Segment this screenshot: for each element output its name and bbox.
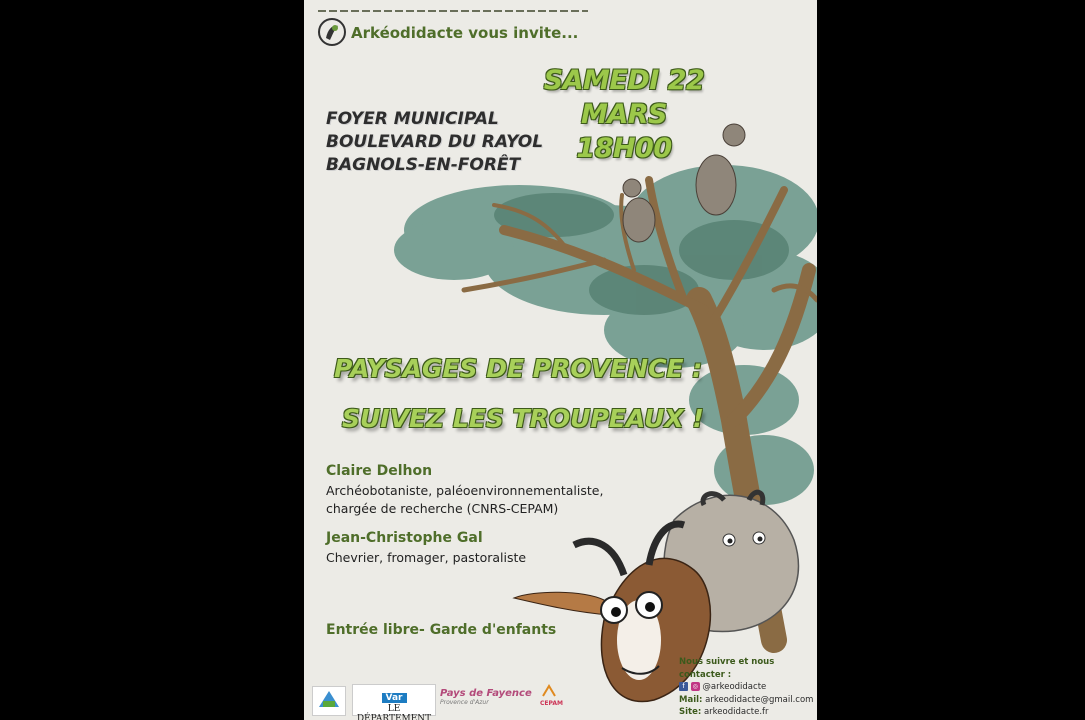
cepam-logo <box>540 684 563 716</box>
contact-heading: Nous suivre et nous contacter : <box>679 657 775 680</box>
invite-heading: Arkéodidacte vous invite... <box>351 24 579 42</box>
header-divider <box>318 10 588 12</box>
speaker-role-line: Archéobotaniste, paléoenvironnementaliste, <box>326 483 604 498</box>
pays-de-fayence-logo <box>440 688 532 706</box>
venue-address <box>326 108 543 177</box>
speaker-role-line: Chevrier, fromager, pastoraliste <box>326 550 527 565</box>
speaker-role-line: chargée de recherche (CNRS-CEPAM) <box>326 501 559 516</box>
venue-line: FOYER MUNICIPAL <box>326 109 499 129</box>
speaker-role <box>326 549 526 567</box>
instagram-icon[interactable]: ◎ <box>692 683 698 690</box>
var-label: Var <box>382 693 407 703</box>
poster <box>304 0 817 720</box>
speaker-name: Jean-Christophe Gal <box>326 530 483 546</box>
bagnols-logo <box>312 686 346 716</box>
date-line: SAMEDI 22 MARS <box>543 65 705 130</box>
arkeodidacte-logo <box>316 16 348 48</box>
cepam-label: CEPAM <box>540 700 563 707</box>
speaker-name: Claire Delhon <box>326 463 433 479</box>
sponsor-logos <box>312 684 572 720</box>
venue-line: BOULEVARD DU RAYOL <box>326 132 544 152</box>
site-link[interactable]: arkeodidacte.fr <box>703 707 769 717</box>
title-line-2: SUIVEZ LES TROUPEAUX ! <box>342 404 704 433</box>
contact-block <box>679 656 817 719</box>
departement-label: LE DÉPARTEMENT <box>356 704 432 720</box>
time-line: 18H00 <box>576 133 672 164</box>
pays-sub-label: Provence d'Azur <box>440 699 489 706</box>
mail-label: Mail: <box>679 694 703 705</box>
social-handle[interactable]: @arkeodidacte <box>702 682 767 692</box>
departement-logo <box>352 684 436 720</box>
event-title <box>334 344 704 444</box>
mail-link[interactable]: arkeodidacte@gmail.com <box>705 694 814 705</box>
site-label: Site: <box>679 707 702 717</box>
entry-info: Entrée libre- Garde d'enfants <box>326 622 557 638</box>
speaker-role <box>326 482 603 518</box>
venue-line: BAGNOLS-EN-FORÊT <box>326 155 521 175</box>
pays-label: Pays de Fayence <box>440 688 532 699</box>
facebook-icon[interactable]: f <box>679 682 688 691</box>
title-line-1: PAYSAGES DE PROVENCE : <box>334 354 703 383</box>
